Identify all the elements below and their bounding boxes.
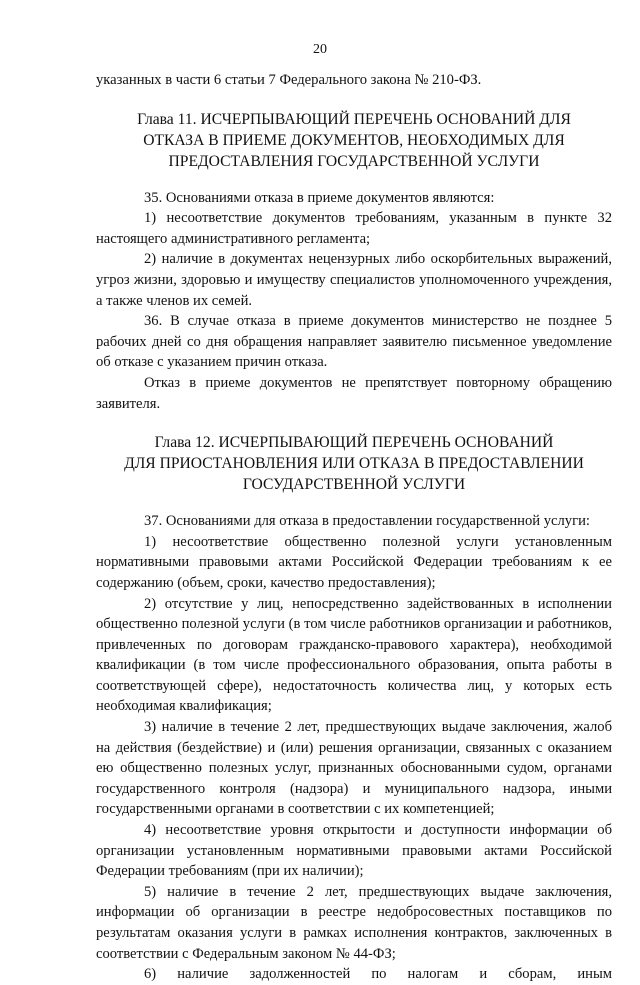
paragraph-37-item-2: 2) отсутствие у лиц, непосредственно задействованных в исполнении общественно полезной услуги (в том числе работников организации и работников, привлеченных по договорам гражданско-правового характера), необходимой квалификации (в том числе профессионального образования, опыта работы в соответствующей сфере), недостаточность количества лиц, у которых есть необходимая квалификация; bbox=[96, 595, 612, 715]
paragraph-36: 36. В случае отказа в приеме документов министерство не позднее 5 рабочих дней со дня обращения направляет заявителю письменное уведомление об отказе с указанием причин отказа. bbox=[96, 313, 612, 371]
paragraph-37: 37. Основаниями для отказа в предоставлении государственной услуги: bbox=[144, 513, 590, 530]
paragraph-36-note: Отказ в приеме документов не препятствует повторному обращению заявителя. bbox=[96, 374, 612, 412]
chapter-11-heading-line: ПРЕДОСТАВЛЕНИЯ ГОСУДАРСТВЕННОЙ УСЛУГИ bbox=[168, 152, 540, 170]
paragraph-37-item-3: 3) наличие в течение 2 лет, предшествующих выдаче заключения, жалоб на действия (бездействие) и (или) решения организации, связанных с оказанием ею общественно полезных услуг, признанных обоснованными судом, органами государственного контроля (надзора) и муниципального надзора, иными государственными органами в соответствии с их компетенцией; bbox=[96, 719, 612, 818]
paragraph-37-item-5: 5) наличие в течение 2 лет, предшествующих выдаче заключения, информации об организации в реестре недобросовестных поставщиков по результатам оказания услуги в рамках исполнения контрактов, заключенных в соответствии с Федеральным законом № 44-ФЗ; bbox=[96, 883, 612, 962]
paragraph-35-item-1: 1) несоответствие документов требованиям, указанным в пункте 32 настоящего административного регламента; bbox=[96, 210, 612, 247]
paragraph-35: 35. Основаниями отказа в приеме документов являются: bbox=[144, 189, 495, 206]
chapter-11-heading bbox=[96, 109, 612, 172]
paragraph-37-item-4: 4) несоответствие уровня открытости и доступности информации об организации установленным нормативными правовыми актами Российской Федерации требованиям (при их наличии); bbox=[96, 822, 612, 880]
document-body bbox=[96, 70, 612, 985]
chapter-12-heading-line: Глава 12. ИСЧЕРПЫВАЮЩИЙ ПЕРЕЧЕНЬ ОСНОВАНИЙ bbox=[154, 434, 554, 452]
page-number: 20 bbox=[313, 42, 327, 57]
paragraph-35-item-2: 2) наличие в документах нецензурных либо оскорбительных выражений, угроз жизни, здоровью и имуществу специалистов уполномоченного учреждения, а также членов их семей. bbox=[96, 251, 612, 309]
chapter-11-heading-line: Глава 11. ИСЧЕРПЫВАЮЩИЙ ПЕРЕЧЕНЬ ОСНОВАНИЙ ДЛЯ bbox=[137, 110, 571, 128]
chapter-12-heading-line: ГОСУДАРСТВЕННОЙ УСЛУГИ bbox=[242, 476, 466, 494]
chapter-11-heading-line: ОТКАЗА В ПРИЕМЕ ДОКУМЕНТОВ, НЕОБХОДИМЫХ ДЛЯ bbox=[143, 131, 565, 149]
paragraph-37-item-1: 1) несоответствие общественно полезной услуги установленным нормативными правовыми актами Российской Федерации требованиям к ее содержанию (объем, сроки, качество предоставления); bbox=[96, 533, 612, 591]
intro-paragraph: указанных в части 6 статьи 7 Федерального закона № 210-ФЗ. bbox=[96, 72, 482, 88]
paragraph-37-item-6: 6) наличие задолженностей по налогам и сборам, иным bbox=[144, 966, 612, 983]
chapter-12-heading bbox=[96, 432, 612, 495]
chapter-12-heading-line: ДЛЯ ПРИОСТАНОВЛЕНИЯ ИЛИ ОТКАЗА В ПРЕДОСТАВЛЕНИИ bbox=[124, 455, 584, 473]
